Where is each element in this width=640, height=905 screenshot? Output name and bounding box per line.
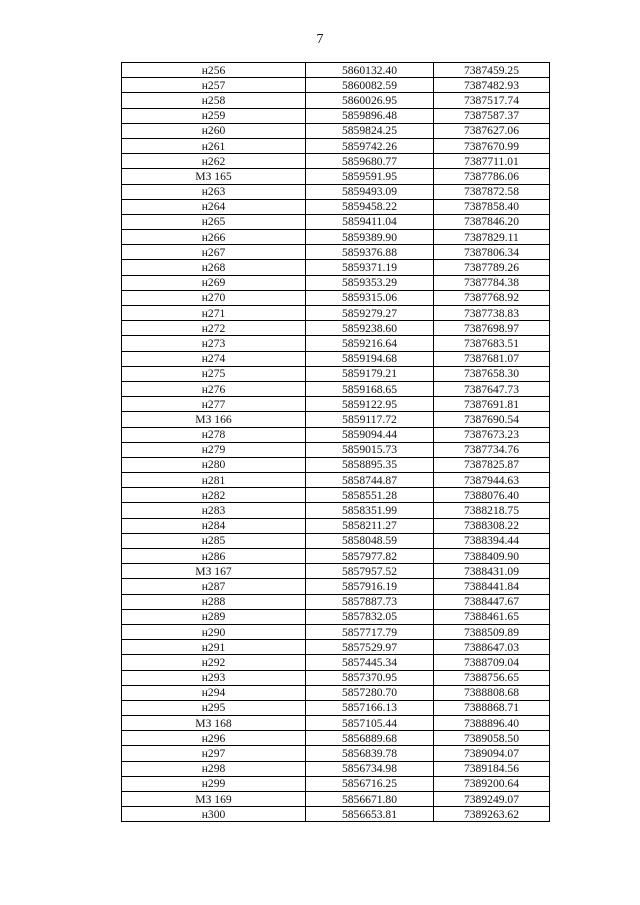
y-coordinate-cell: 7388896.40 [434, 716, 550, 731]
table-row [122, 549, 550, 564]
x-coordinate-cell: 5859680.77 [306, 154, 434, 169]
point-name-cell: н289 [122, 609, 306, 624]
y-coordinate-cell: 7387587.37 [434, 108, 550, 123]
y-coordinate-cell: 7387670.99 [434, 138, 550, 153]
point-name-cell: н295 [122, 700, 306, 715]
table-row [122, 427, 550, 442]
y-coordinate-cell: 7387482.93 [434, 78, 550, 93]
table-row [122, 700, 550, 715]
point-name-cell: н263 [122, 184, 306, 199]
x-coordinate-cell: 5857916.19 [306, 579, 434, 594]
table-row [122, 640, 550, 655]
y-coordinate-cell: 7388709.04 [434, 655, 550, 670]
point-name-cell: н282 [122, 488, 306, 503]
table-row [122, 564, 550, 579]
point-name-cell: н260 [122, 123, 306, 138]
table-row [122, 609, 550, 624]
y-coordinate-cell: 7387768.92 [434, 290, 550, 305]
y-coordinate-cell: 7389184.56 [434, 761, 550, 776]
point-name-cell: н262 [122, 154, 306, 169]
x-coordinate-cell: 5860026.95 [306, 93, 434, 108]
point-name-cell: МЗ 166 [122, 412, 306, 427]
table-row [122, 655, 550, 670]
x-coordinate-cell: 5856671.80 [306, 792, 434, 807]
point-name-cell: н298 [122, 761, 306, 776]
table-row [122, 184, 550, 199]
point-name-cell: н288 [122, 594, 306, 609]
point-name-cell: н293 [122, 670, 306, 685]
y-coordinate-cell: 7388441.84 [434, 579, 550, 594]
x-coordinate-cell: 5859315.06 [306, 290, 434, 305]
y-coordinate-cell: 7387681.07 [434, 351, 550, 366]
x-coordinate-cell: 5856889.68 [306, 731, 434, 746]
y-coordinate-cell: 7387738.83 [434, 306, 550, 321]
y-coordinate-cell: 7388509.89 [434, 624, 550, 639]
y-coordinate-cell: 7387517.74 [434, 93, 550, 108]
table-row [122, 503, 550, 518]
table-row [122, 670, 550, 685]
table-row [122, 93, 550, 108]
y-coordinate-cell: 7387806.34 [434, 245, 550, 260]
point-name-cell: н277 [122, 397, 306, 412]
x-coordinate-cell: 5859458.22 [306, 199, 434, 214]
table-row [122, 214, 550, 229]
y-coordinate-cell: 7387858.40 [434, 199, 550, 214]
point-name-cell: н299 [122, 776, 306, 791]
x-coordinate-cell: 5858048.59 [306, 533, 434, 548]
point-name-cell: н291 [122, 640, 306, 655]
y-coordinate-cell: 7387872.58 [434, 184, 550, 199]
y-coordinate-cell: 7388218.75 [434, 503, 550, 518]
x-coordinate-cell: 5857280.70 [306, 685, 434, 700]
point-name-cell: МЗ 167 [122, 564, 306, 579]
table-row [122, 78, 550, 93]
x-coordinate-cell: 5858351.99 [306, 503, 434, 518]
table-row [122, 321, 550, 336]
table-row [122, 351, 550, 366]
point-name-cell: н271 [122, 306, 306, 321]
x-coordinate-cell: 5859389.90 [306, 230, 434, 245]
point-name-cell: н268 [122, 260, 306, 275]
x-coordinate-cell: 5857370.95 [306, 670, 434, 685]
x-coordinate-cell: 5858551.28 [306, 488, 434, 503]
x-coordinate-cell: 5857957.52 [306, 564, 434, 579]
y-coordinate-cell: 7388647.03 [434, 640, 550, 655]
table-row [122, 397, 550, 412]
y-coordinate-cell: 7388394.44 [434, 533, 550, 548]
point-name-cell: н290 [122, 624, 306, 639]
table-row [122, 245, 550, 260]
table-row [122, 792, 550, 807]
x-coordinate-cell: 5856734.98 [306, 761, 434, 776]
x-coordinate-cell: 5857832.05 [306, 609, 434, 624]
y-coordinate-cell: 7388076.40 [434, 488, 550, 503]
y-coordinate-cell: 7387683.51 [434, 336, 550, 351]
point-name-cell: н270 [122, 290, 306, 305]
point-name-cell: н278 [122, 427, 306, 442]
table-row [122, 731, 550, 746]
table-row [122, 807, 550, 822]
point-name-cell: н261 [122, 138, 306, 153]
point-name-cell: н258 [122, 93, 306, 108]
x-coordinate-cell: 5858895.35 [306, 457, 434, 472]
point-name-cell: н292 [122, 655, 306, 670]
y-coordinate-cell: 7387734.76 [434, 442, 550, 457]
table-row [122, 594, 550, 609]
x-coordinate-cell: 5859094.44 [306, 427, 434, 442]
x-coordinate-cell: 5859015.73 [306, 442, 434, 457]
table-row [122, 138, 550, 153]
y-coordinate-cell: 7388808.68 [434, 685, 550, 700]
table-row [122, 123, 550, 138]
y-coordinate-cell: 7389249.07 [434, 792, 550, 807]
table-row [122, 306, 550, 321]
x-coordinate-cell: 5856839.78 [306, 746, 434, 761]
table-row [122, 518, 550, 533]
x-coordinate-cell: 5858211.27 [306, 518, 434, 533]
x-coordinate-cell: 5857166.13 [306, 700, 434, 715]
table-row [122, 776, 550, 791]
point-name-cell: н267 [122, 245, 306, 260]
table-row [122, 275, 550, 290]
point-name-cell: н256 [122, 63, 306, 78]
table-row [122, 624, 550, 639]
y-coordinate-cell: 7387691.81 [434, 397, 550, 412]
y-coordinate-cell: 7387786.06 [434, 169, 550, 184]
point-name-cell: н283 [122, 503, 306, 518]
x-coordinate-cell: 5857717.79 [306, 624, 434, 639]
x-coordinate-cell: 5857445.34 [306, 655, 434, 670]
point-name-cell: н296 [122, 731, 306, 746]
point-name-cell: н297 [122, 746, 306, 761]
x-coordinate-cell: 5859168.65 [306, 381, 434, 396]
y-coordinate-cell: 7387673.23 [434, 427, 550, 442]
table-row [122, 761, 550, 776]
x-coordinate-cell: 5859122.95 [306, 397, 434, 412]
table-row [122, 457, 550, 472]
y-coordinate-cell: 7388756.65 [434, 670, 550, 685]
x-coordinate-cell: 5859238.60 [306, 321, 434, 336]
y-coordinate-cell: 7389263.62 [434, 807, 550, 822]
y-coordinate-cell: 7387690.54 [434, 412, 550, 427]
y-coordinate-cell: 7387829.11 [434, 230, 550, 245]
point-name-cell: н287 [122, 579, 306, 594]
table-row [122, 366, 550, 381]
table-row [122, 716, 550, 731]
coordinates-table [121, 62, 550, 822]
y-coordinate-cell: 7387647.73 [434, 381, 550, 396]
x-coordinate-cell: 5860082.59 [306, 78, 434, 93]
x-coordinate-cell: 5857105.44 [306, 716, 434, 731]
point-name-cell: н275 [122, 366, 306, 381]
y-coordinate-cell: 7388409.90 [434, 549, 550, 564]
y-coordinate-cell: 7388868.71 [434, 700, 550, 715]
table-row [122, 199, 550, 214]
x-coordinate-cell: 5859371.19 [306, 260, 434, 275]
point-name-cell: н269 [122, 275, 306, 290]
x-coordinate-cell: 5859493.09 [306, 184, 434, 199]
table-row [122, 230, 550, 245]
point-name-cell: н286 [122, 549, 306, 564]
y-coordinate-cell: 7387784.38 [434, 275, 550, 290]
table-row [122, 169, 550, 184]
table-row [122, 473, 550, 488]
page-number: 7 [316, 32, 324, 47]
x-coordinate-cell: 5860132.40 [306, 63, 434, 78]
point-name-cell: н279 [122, 442, 306, 457]
table-row [122, 746, 550, 761]
y-coordinate-cell: 7387627.06 [434, 123, 550, 138]
x-coordinate-cell: 5859591.95 [306, 169, 434, 184]
table-row [122, 108, 550, 123]
x-coordinate-cell: 5859279.27 [306, 306, 434, 321]
y-coordinate-cell: 7387459.25 [434, 63, 550, 78]
point-name-cell: н300 [122, 807, 306, 822]
x-coordinate-cell: 5857529.97 [306, 640, 434, 655]
x-coordinate-cell: 5859411.04 [306, 214, 434, 229]
x-coordinate-cell: 5857977.82 [306, 549, 434, 564]
x-coordinate-cell: 5859117.72 [306, 412, 434, 427]
point-name-cell: н259 [122, 108, 306, 123]
point-name-cell: н285 [122, 533, 306, 548]
table-row [122, 579, 550, 594]
table-row [122, 488, 550, 503]
y-coordinate-cell: 7387698.97 [434, 321, 550, 336]
point-name-cell: н274 [122, 351, 306, 366]
x-coordinate-cell: 5859179.21 [306, 366, 434, 381]
y-coordinate-cell: 7389200.64 [434, 776, 550, 791]
table-row [122, 260, 550, 275]
point-name-cell: н265 [122, 214, 306, 229]
point-name-cell: н284 [122, 518, 306, 533]
table-row [122, 381, 550, 396]
table-row [122, 290, 550, 305]
table-row [122, 685, 550, 700]
table-row [122, 412, 550, 427]
point-name-cell: н272 [122, 321, 306, 336]
x-coordinate-cell: 5858744.87 [306, 473, 434, 488]
y-coordinate-cell: 7387846.20 [434, 214, 550, 229]
y-coordinate-cell: 7389058.50 [434, 731, 550, 746]
y-coordinate-cell: 7389094.07 [434, 746, 550, 761]
table-row [122, 442, 550, 457]
y-coordinate-cell: 7388447.67 [434, 594, 550, 609]
point-name-cell: МЗ 165 [122, 169, 306, 184]
x-coordinate-cell: 5859376.88 [306, 245, 434, 260]
y-coordinate-cell: 7387944.63 [434, 473, 550, 488]
y-coordinate-cell: 7387789.26 [434, 260, 550, 275]
point-name-cell: МЗ 169 [122, 792, 306, 807]
x-coordinate-cell: 5859216.64 [306, 336, 434, 351]
y-coordinate-cell: 7387825.87 [434, 457, 550, 472]
table-row [122, 336, 550, 351]
x-coordinate-cell: 5856653.81 [306, 807, 434, 822]
table-row [122, 533, 550, 548]
point-name-cell: МЗ 168 [122, 716, 306, 731]
table-row [122, 63, 550, 78]
point-name-cell: н266 [122, 230, 306, 245]
y-coordinate-cell: 7388461.65 [434, 609, 550, 624]
point-name-cell: н273 [122, 336, 306, 351]
y-coordinate-cell: 7387658.30 [434, 366, 550, 381]
table-row [122, 154, 550, 169]
x-coordinate-cell: 5859896.48 [306, 108, 434, 123]
x-coordinate-cell: 5859353.29 [306, 275, 434, 290]
point-name-cell: н276 [122, 381, 306, 396]
point-name-cell: н280 [122, 457, 306, 472]
x-coordinate-cell: 5859824.25 [306, 123, 434, 138]
point-name-cell: н294 [122, 685, 306, 700]
y-coordinate-cell: 7388431.09 [434, 564, 550, 579]
y-coordinate-cell: 7387711.01 [434, 154, 550, 169]
point-name-cell: н257 [122, 78, 306, 93]
x-coordinate-cell: 5859742.26 [306, 138, 434, 153]
coordinates-table-body [122, 63, 550, 822]
x-coordinate-cell: 5856716.25 [306, 776, 434, 791]
x-coordinate-cell: 5859194.68 [306, 351, 434, 366]
point-name-cell: н281 [122, 473, 306, 488]
x-coordinate-cell: 5857887.73 [306, 594, 434, 609]
y-coordinate-cell: 7388308.22 [434, 518, 550, 533]
point-name-cell: н264 [122, 199, 306, 214]
